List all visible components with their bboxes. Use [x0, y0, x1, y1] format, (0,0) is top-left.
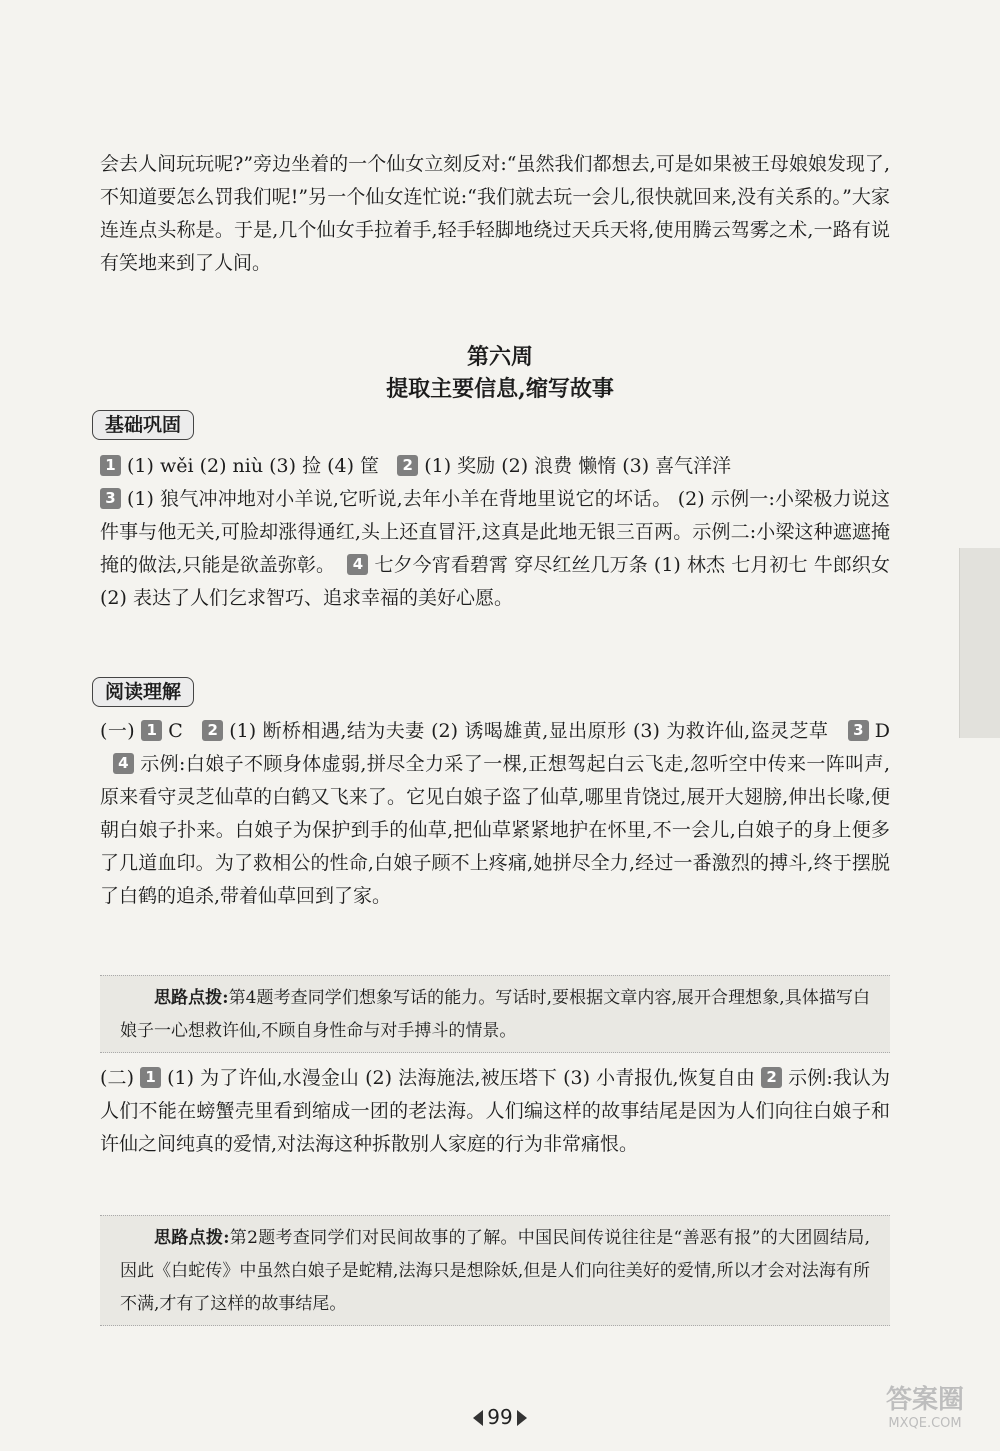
week-title: 第六周 [466, 344, 533, 370]
question-number: 3 [100, 488, 121, 509]
section-label-reading: 阅读理解 [92, 677, 194, 707]
answer-text: 七夕今宵看碧霄 穿尽红丝几万条 (1) 林杰 七月初七 牛郎织女 (2) 表达了人们乞求智巧、追求幸福的美好心愿。 [100, 554, 890, 609]
reading-part-two [100, 1062, 890, 1161]
triangle-right-icon [517, 1410, 527, 1426]
basic-q3-q4 [100, 483, 890, 615]
basic-q1-q2 [100, 450, 890, 483]
answer-text: 示例:我认为人们不能在螃蟹壳里看到缩成一团的老法海。人们编这样的故事结尾是因为人们向往白娘子和许仙之间纯真的爱情,对法海这种拆散别人家庭的行为非常痛恨。 [100, 1067, 891, 1155]
tip-text: 第4题考查同学们想象写话的能力。写话时,要根据文章内容,展开合理想象,具体描写白娘子一心想救许仙,不顾自身性命与对手搏斗的情景。 [120, 988, 871, 1041]
section-label-basic: 基础巩固 [92, 410, 194, 440]
question-number: 2 [202, 720, 223, 741]
answer-text: 示例:白娘子不顾身体虚弱,拼尽全力采了一棵,正想驾起白云飞走,忽听空中传来一阵叫声,原来看守灵芝仙草的白鹤又飞来了。它见白娘子盗了仙草,哪里肯饶过,展开大翅膀,伸出长喙,便朝白娘子扑来。白娘子为保护到手的仙草,把仙草紧紧地护在怀里,不一会儿,白娘子的身上便多了几道血印。为了救相公的性命,白娘子顾不上疼痛,她拼尽全力,经过一番激烈的搏斗,终于摆脱了白鹤的追杀,带着仙草回到了家。 [100, 753, 890, 907]
side-tab [959, 548, 1000, 738]
reading-part-one [100, 715, 890, 913]
tip-box-two [100, 1215, 890, 1326]
intro-paragraph: 会去人间玩玩呢?”旁边坐着的一个仙女立刻反对:“虽然我们都想去,可是如果被王母娘娘发现了,不知道要怎么罚我们呢!”另一个仙女连忙说:“我们就去玩一会儿,很快就回来,没有关系的。”大家连连点头称是。于是,几个仙女手拉着手,轻手轻脚地绕过天兵天将,使用腾云驾雾之术,一路有说有笑地来到了人间。 [100, 153, 890, 274]
answer-text: (1) 为了许仙,水漫金山 (2) 法海施法,被压塔下 (3) 小青报仇,恢复自由 [167, 1067, 755, 1089]
page-number: 99 [0, 1405, 1000, 1429]
answer-text: (1) 断桥相遇,结为夫妻 (2) 诱喝雄黄,显出原形 (3) 为救许仙,盗灵芝草 [229, 720, 829, 742]
watermark-logo: 答案圈 MXQE.COM [885, 1385, 964, 1431]
tip-label: 思路点拨: [154, 1228, 230, 1248]
answer-text: (1) 狼气冲冲地对小羊说,它听说,去年小羊在背地里说它的坏话。 (2) 示例一:小梁极力说这件事与他无关,可脸却涨得通红,头上还直冒汗,这真是此地无银三百两。示例二:小梁这种遮遮掩掩的做法,只能是欲盖弥彰。 [100, 488, 890, 576]
triangle-left-icon [473, 1410, 483, 1426]
question-number: 1 [140, 1067, 161, 1088]
question-number: 2 [761, 1067, 782, 1088]
question-number: 1 [100, 455, 121, 476]
basic-answers [100, 450, 890, 615]
question-number: 1 [141, 720, 162, 741]
answer-text: (1) 奖励 (2) 浪费 懒惰 (3) 喜气洋洋 [424, 455, 732, 477]
question-number: 2 [397, 455, 418, 476]
question-number: 3 [848, 720, 869, 741]
question-number: 4 [347, 554, 368, 575]
part-prefix: (二) [100, 1067, 134, 1089]
part-prefix: (一) [100, 720, 135, 742]
lesson-title: 提取主要信息,缩写故事 [386, 376, 614, 402]
tip-box-one [100, 975, 890, 1053]
answer-text: (1) wěi (2) niù (3) 捡 (4) 筐 [127, 455, 380, 477]
question-number: 4 [113, 753, 134, 774]
tip-label: 思路点拨: [154, 988, 229, 1008]
answer-text: C [168, 720, 183, 742]
tip-text: 第2题考查同学们对民间故事的了解。中国民间传说往往是“善恶有报”的大团圆结局,因此《白蛇传》中虽然白娘子是蛇精,法海只是想除妖,但是人们向往美好的爱情,所以才会对法海有所不满,才有了这样的故事结尾。 [120, 1228, 870, 1314]
answer-text: D [874, 720, 891, 742]
